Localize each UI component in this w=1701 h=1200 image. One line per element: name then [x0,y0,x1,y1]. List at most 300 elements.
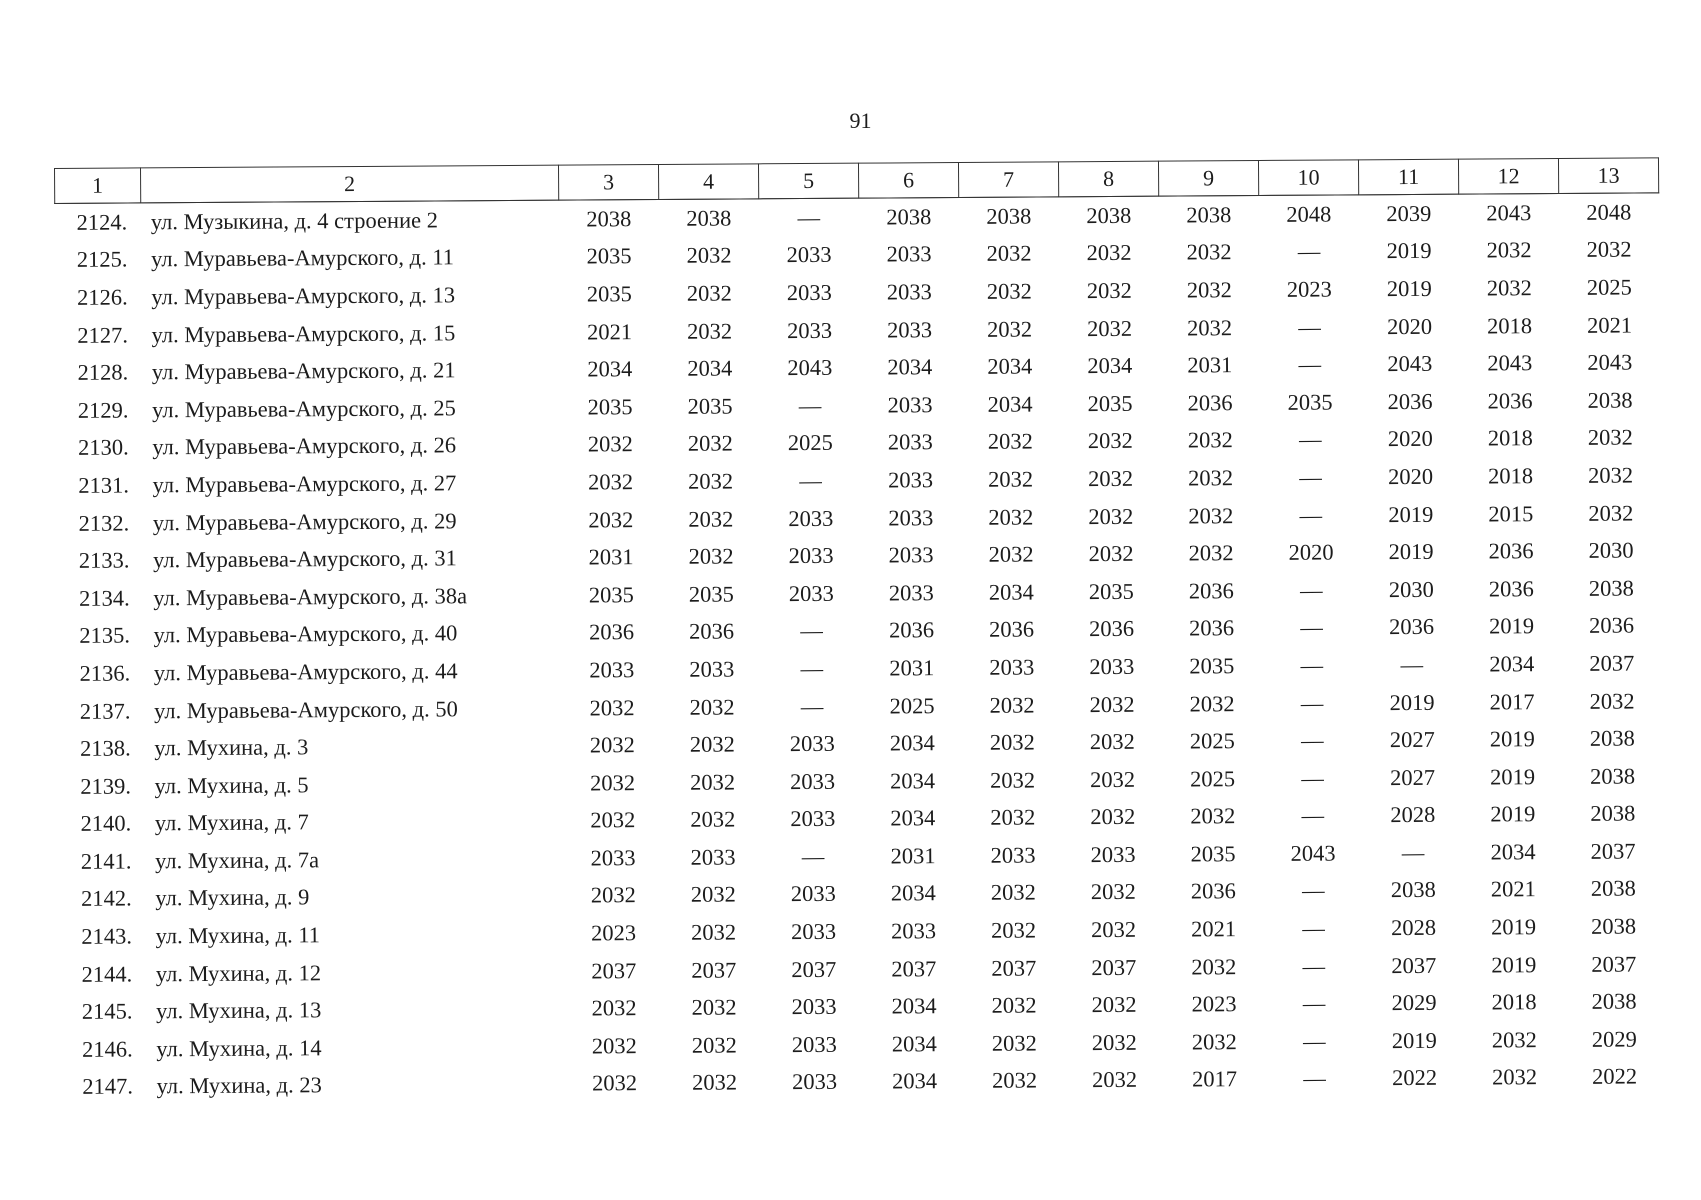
year-cell-col-10: — [1301,878,1325,904]
year-cell-col-3: 2032 [587,431,633,457]
year-cell-col-10: — [1302,1028,1326,1054]
year-cell-col-7: 2032 [989,767,1036,793]
address-cell: ул. Муравьева-Амурского, д. 44 [153,658,458,686]
year-cell-col-10: — [1301,802,1325,829]
year-cell-col-12: 2019 [1490,801,1536,827]
year-cell-col-6: 2025 [889,692,935,718]
address-cell: ул. Муравьева-Амурского, д. 29 [152,507,457,535]
year-cell-col-12: 2036 [1488,538,1534,564]
year-cell-col-12: 2032 [1491,1027,1537,1053]
year-cell-col-12: 2018 [1486,312,1533,339]
year-cell-col-8: 2033 [1090,841,1136,868]
row-number: 2141. [80,848,132,874]
address-cell: ул. Муравьева-Амурского, д. 38а [153,583,468,611]
year-cell-col-11: 2037 [1391,952,1437,978]
year-cell-col-13: 2038 [1588,575,1634,601]
year-cell-col-11: — [1400,651,1424,678]
year-cell-col-3: 2035 [587,393,633,420]
year-cell-col-5: — [799,467,822,494]
column-header-2: 2 [141,165,559,203]
year-cell-col-11: 2019 [1386,238,1432,264]
year-cell-col-7: 2032 [990,804,1036,831]
year-cell-col-5: 2033 [788,542,834,569]
year-cell-col-12: 2019 [1490,914,1537,940]
year-cell-col-3: 2032 [590,769,636,796]
year-cell-col-7: 2032 [991,1067,1038,1094]
year-cell-col-4: 2036 [689,618,735,645]
address-cell: ул. Муравьева-Амурского, д. 15 [151,319,456,347]
year-cell-col-8: 2034 [1087,353,1133,379]
year-cell-col-7: 2034 [987,391,1033,417]
year-cell-col-6: 2034 [891,1068,938,1094]
year-cell-col-12: 2019 [1488,613,1535,639]
year-cell-col-7: 2033 [989,654,1035,680]
year-cell-col-11: 2038 [1390,877,1436,903]
address-cell: ул. Муравьева-Амурского, д. 21 [151,357,456,385]
year-cell-col-9: 2021 [1190,916,1237,942]
year-cell-col-8: 2035 [1087,390,1133,416]
year-cell-col-12: 2018 [1487,463,1534,489]
year-cell-col-12: 2036 [1487,387,1533,414]
year-cell-col-10: 2048 [1286,201,1332,227]
year-cell-col-5: 2033 [790,806,836,832]
year-cell-col-8: 2032 [1089,728,1135,755]
year-cell-col-4: 2034 [687,355,733,381]
row-number: 2126. [76,284,128,310]
year-cell-col-13: 2038 [1590,876,1636,902]
year-cell-col-5: 2043 [787,355,833,381]
year-cell-col-13: 2038 [1590,913,1637,939]
year-cell-col-8: 2032 [1089,766,1136,792]
year-cell-col-12: 2019 [1489,763,1536,790]
year-cell-col-12: 2021 [1490,876,1536,902]
year-cell-col-8: 2035 [1088,578,1134,604]
row-number: 2127. [77,322,129,348]
address-cell: ул. Музыкина, д. 4 строение 2 [150,207,438,235]
year-cell-col-4: 2032 [688,506,734,532]
year-cell-col-12: 2043 [1486,200,1532,226]
year-cell-col-13: 2038 [1587,387,1633,413]
year-cell-col-6: 2033 [887,391,933,418]
year-cell-col-7: 2033 [990,842,1036,868]
year-cell-col-8: 2032 [1087,315,1133,341]
year-cell-col-7: 2032 [991,992,1037,1019]
year-cell-col-9: 2032 [1189,690,1235,716]
year-cell-col-7: 2032 [988,541,1034,567]
year-cell-col-4: 2033 [690,844,736,870]
year-cell-col-4: 2038 [686,205,732,231]
year-cell-col-5: — [800,655,824,681]
year-cell-col-3: 2032 [590,882,636,908]
year-cell-col-3: 2032 [590,807,636,833]
year-cell-col-6: 2033 [887,429,933,455]
year-cell-col-6: 2036 [889,617,935,643]
year-cell-col-7: 2032 [989,692,1035,718]
year-cell-col-9: 2032 [1188,502,1234,529]
year-cell-col-12: 2034 [1489,651,1535,677]
address-cell: ул. Мухина, д. 13 [156,997,322,1024]
address-cell: ул. Муравьева-Амурского, д. 31 [153,545,457,573]
row-number: 2137. [79,698,131,724]
year-cell-col-12: 2032 [1491,1064,1538,1090]
year-cell-col-8: 2032 [1091,992,1137,1018]
year-cell-col-7: 2032 [986,240,1032,267]
year-cell-col-13: 2032 [1588,500,1634,526]
year-cell-col-6: 2033 [888,467,934,493]
year-cell-col-11: 2020 [1387,463,1434,490]
year-cell-col-11: 2030 [1388,576,1434,602]
year-cell-col-5: — [800,693,824,719]
year-cell-col-10: 2023 [1286,276,1332,302]
column-header-12: 12 [1458,159,1558,195]
year-cell-col-6: 2034 [889,767,936,794]
year-cell-col-3: 2032 [589,694,635,720]
year-cell-col-13: 2025 [1586,274,1632,300]
year-cell-col-9: 2025 [1189,765,1236,792]
year-cell-col-3: 2036 [589,619,635,645]
column-header-7: 7 [958,162,1058,198]
year-cell-col-12: 2018 [1491,989,1537,1015]
year-cell-col-9: 2032 [1187,465,1234,491]
page-number: 91 [849,108,872,133]
year-cell-col-6: 2033 [890,918,937,944]
column-header-11: 11 [1358,159,1458,195]
year-cell-col-12: 2019 [1491,951,1537,978]
year-cell-col-5: — [801,843,825,869]
year-cell-col-5: 2033 [790,768,836,794]
year-cell-col-8: 2032 [1091,1067,1138,1093]
year-cell-col-12: 2015 [1488,500,1534,527]
year-cell-col-10: — [1302,953,1326,979]
year-cell-col-13: 2043 [1587,349,1633,376]
year-cell-col-11: 2027 [1389,764,1436,790]
row-number: 2135. [79,622,130,649]
year-cell-col-11: 2036 [1388,614,1435,640]
address-cell: ул. Муравьева-Амурского, д. 25 [152,395,456,423]
year-cell-col-7: 2032 [989,729,1035,755]
year-cell-col-10: 2035 [1287,389,1333,415]
year-cell-col-8: 2032 [1091,1029,1137,1055]
row-number: 2124. [76,209,128,235]
address-cell: ул. Муравьева-Амурского, д. 50 [154,695,458,723]
year-cell-col-11: 2039 [1386,200,1432,226]
year-cell-col-9: 2036 [1188,577,1234,604]
row-number: 2132. [78,510,130,536]
column-header-4: 4 [658,164,758,200]
year-cell-col-13: 2038 [1589,763,1636,789]
year-cell-col-11: 2028 [1390,802,1436,828]
address-cell: ул. Муравьева-Амурского, д. 27 [152,470,457,498]
year-cell-col-13: 2038 [1591,988,1637,1015]
year-cell-col-11: 2020 [1387,426,1433,452]
year-cell-col-7: 2032 [988,504,1034,530]
address-cell: ул. Мухина, д. 3 [154,734,309,761]
row-number: 2134. [78,585,130,611]
year-cell-col-3: 2033 [589,657,635,683]
year-cell-col-4: 2032 [690,806,736,833]
table-body [55,193,1665,1106]
year-cell-col-5: 2033 [788,580,834,606]
year-cell-col-10: — [1298,426,1322,453]
year-cell-col-10: — [1303,1066,1326,1092]
year-cell-col-10: — [1301,765,1324,791]
year-cell-col-9: 2031 [1187,352,1233,378]
year-cell-col-9: 2017 [1191,1066,1238,1092]
year-cell-col-13: 2032 [1586,236,1632,263]
year-cell-col-6: 2033 [888,579,934,606]
year-cell-col-4: 2032 [690,769,736,795]
year-cell-col-5: 2033 [786,279,832,306]
year-cell-col-6: 2033 [888,504,934,531]
year-cell-col-13: 2037 [1589,650,1635,676]
address-cell: ул. Мухина, д. 5 [154,772,309,799]
year-cell-col-8: 2037 [1091,954,1137,980]
year-cell-col-3: 2035 [586,243,632,269]
year-cell-col-3: 2035 [588,581,634,608]
year-cell-col-3: 2023 [591,920,637,946]
year-cell-col-12: 2036 [1488,575,1534,602]
year-cell-col-4: 2037 [691,957,737,983]
year-cell-col-9: 2036 [1187,389,1233,416]
row-number: 2129. [77,397,129,423]
year-cell-col-3: 2032 [591,995,637,1021]
year-cell-col-9: 2032 [1186,239,1232,265]
year-cell-col-8: 2032 [1088,503,1134,529]
column-header-10: 10 [1258,160,1358,196]
year-cell-col-11: 2029 [1391,990,1437,1016]
year-cell-col-13: 2036 [1588,612,1635,639]
address-cell: ул. Муравьева-Амурского, д. 13 [151,282,456,310]
year-cell-col-7: 2036 [988,616,1035,643]
year-cell-col-6: 2033 [888,542,934,568]
row-number: 2128. [77,359,129,386]
year-cell-col-10: 2020 [1288,539,1334,565]
year-cell-col-13: 2037 [1590,838,1636,864]
year-cell-col-6: 2034 [890,805,936,831]
year-cell-col-4: 2035 [687,393,733,419]
year-cell-col-9: 2035 [1190,841,1236,867]
year-cell-col-9: 2032 [1187,427,1233,453]
year-cell-col-10: — [1300,614,1323,641]
year-cell-col-6: 2033 [887,316,933,343]
year-cell-col-5: 2033 [788,505,834,531]
year-cell-col-8: 2032 [1086,277,1132,304]
year-cell-col-9: 2023 [1191,991,1237,1017]
year-cell-col-8: 2032 [1086,240,1132,266]
year-cell-col-4: 2032 [686,280,732,306]
year-cell-col-9: 2032 [1191,953,1237,980]
year-cell-col-3: 2032 [588,506,634,533]
year-cell-col-6: 2033 [886,279,932,305]
year-cell-col-5: 2033 [791,1031,837,1057]
address-cell: ул. Мухина, д. 14 [156,1035,322,1062]
year-cell-col-6: 2038 [886,203,932,230]
year-cell-col-4: 2032 [689,731,735,757]
year-cell-col-13: 2022 [1591,1063,1638,1090]
year-cell-col-4: 2032 [691,1032,737,1058]
year-cell-col-13: 2038 [1590,800,1636,827]
year-cell-col-13: 2032 [1587,424,1633,451]
year-cell-col-3: 2032 [588,469,634,495]
year-cell-col-4: 2032 [691,1069,738,1096]
year-cell-col-3: 2034 [587,356,633,382]
year-cell-col-6: 2034 [889,730,935,756]
year-cell-col-10: — [1299,577,1323,603]
year-cell-col-9: 2036 [1190,878,1236,904]
address-cell: ул. Муравьева-Амурского, д. 40 [153,620,458,648]
year-cell-col-11: 2022 [1391,1065,1438,1091]
year-cell-col-10: — [1302,990,1326,1017]
year-cell-col-8: 2036 [1088,616,1135,642]
year-cell-col-11: 2027 [1389,726,1435,753]
year-cell-col-11: — [1401,839,1425,865]
year-cell-col-4: 2032 [687,318,733,344]
year-cell-col-5: 2033 [790,881,836,907]
year-cell-col-7: 2032 [990,879,1036,906]
row-number: 2130. [77,434,129,461]
year-cell-col-8: 2032 [1087,465,1134,492]
column-header-8: 8 [1058,161,1158,197]
year-cell-col-7: 2032 [990,917,1037,943]
year-cell-col-3: 2031 [588,544,634,570]
year-cell-col-5: 2033 [790,918,837,945]
year-cell-col-9: 2036 [1188,615,1235,641]
column-header-5: 5 [758,163,858,199]
year-cell-col-8: 2033 [1089,653,1135,680]
year-cell-col-13: 2030 [1588,537,1634,563]
year-cell-col-3: 2033 [590,845,636,871]
year-cell-col-8: 2032 [1088,540,1134,567]
year-cell-col-11: 2019 [1389,689,1435,715]
year-cell-col-5: — [798,392,822,418]
year-cell-col-11: 2036 [1387,388,1433,414]
year-cell-col-8: 2032 [1090,879,1136,905]
year-cell-col-6: 2031 [890,843,936,869]
year-cell-col-5: 2037 [791,956,837,982]
year-cell-col-9: 2035 [1189,653,1235,679]
row-number: 2143. [81,923,132,949]
year-cell-col-13: 2032 [1587,462,1634,488]
year-cell-col-9: 2038 [1186,201,1232,228]
year-cell-col-7: 2032 [987,428,1033,455]
column-header-9: 9 [1158,161,1258,197]
row-number: 2145. [81,998,133,1025]
year-cell-col-4: 2032 [688,468,734,494]
row-number: 2138. [79,735,131,761]
year-cell-col-13: 2021 [1586,312,1633,338]
year-cell-col-9: 2025 [1189,728,1235,754]
year-cell-col-11: 2043 [1387,351,1433,377]
year-cell-col-11: 2019 [1388,538,1434,565]
year-cell-col-10: — [1300,727,1324,753]
year-cell-col-11: 2028 [1390,914,1437,941]
year-cell-col-3: 2032 [592,1070,638,1096]
column-header-3: 3 [558,164,658,200]
address-cell: ул. Мухина, д. 9 [155,884,310,911]
row-number: 2133. [78,547,130,573]
year-cell-col-10: — [1299,464,1322,490]
year-cell-col-8: 2032 [1090,804,1136,830]
year-cell-col-7: 2038 [986,203,1032,229]
year-cell-col-5: 2033 [791,994,837,1020]
year-cell-col-12: 2032 [1486,275,1532,301]
year-cell-col-13: 2032 [1589,688,1635,714]
year-cell-col-6: 2034 [891,993,937,1019]
year-cell-col-9: 2032 [1186,277,1232,303]
year-cell-col-4: 2032 [691,919,737,945]
year-cell-col-3: 2037 [591,957,637,984]
year-cell-col-5: 2033 [791,1069,838,1095]
year-cell-col-6: 2037 [891,955,937,982]
year-cell-col-3: 2035 [586,281,632,307]
row-number: 2140. [80,810,132,837]
year-cell-col-8: 2038 [1086,202,1132,228]
year-cell-col-7: 2034 [988,579,1034,605]
column-header-6: 6 [858,163,958,199]
row-number: 2131. [78,472,129,498]
year-cell-col-4: 2032 [690,881,736,908]
year-cell-col-5: 2025 [787,430,833,456]
year-cell-col-6: 2034 [891,1031,937,1057]
year-cell-col-9: 2032 [1188,540,1234,566]
year-cell-col-13: 2048 [1586,199,1632,225]
year-cell-col-4: 2032 [691,994,737,1021]
year-cell-col-12: 2034 [1490,839,1536,865]
year-cell-col-9: 2032 [1191,1029,1237,1055]
year-cell-col-12: 2018 [1487,425,1533,451]
year-cell-col-8: 2032 [1089,691,1135,717]
column-header-13: 13 [1558,158,1658,194]
year-cell-col-4: 2032 [686,242,732,269]
year-cell-col-3: 2032 [591,1033,637,1059]
year-cell-col-12: 2017 [1489,688,1535,715]
year-cell-col-3: 2038 [586,205,632,232]
year-cell-col-10: — [1300,690,1324,716]
row-number: 2125. [76,246,128,273]
year-cell-col-6: 2034 [890,880,936,906]
year-cell-col-10: — [1299,502,1323,528]
year-cell-col-7: 2032 [987,316,1033,342]
year-cell-col-13: 2037 [1591,951,1637,977]
year-cell-col-5: 2033 [789,730,835,757]
year-cell-col-13: 2038 [1589,725,1635,751]
address-cell: ул. Муравьева-Амурского, д. 11 [151,244,455,272]
year-cell-col-10: — [1300,652,1324,678]
year-cell-col-7: 2037 [991,955,1037,981]
year-cell-col-10: 2043 [1290,840,1336,866]
year-cell-col-6: 2034 [887,354,933,380]
year-cell-col-11: 2019 [1386,275,1432,302]
column-header-1: 1 [55,168,141,204]
year-cell-col-5: 2033 [786,242,832,268]
year-cell-col-8: 2032 [1090,916,1137,943]
year-cell-col-10: — [1298,314,1321,340]
year-cell-col-12: 2032 [1486,237,1532,263]
address-cell: ул. Мухина, д. 23 [156,1072,322,1099]
year-cell-col-7: 2034 [987,353,1033,379]
year-cell-col-5: 2033 [787,317,833,343]
year-cell-col-5: — [800,618,823,644]
year-cell-col-4: 2033 [689,656,735,682]
address-cell: ул. Муравьева-Амурского, д. 26 [152,432,457,460]
year-cell-col-7: 2032 [988,466,1034,492]
year-cell-col-6: 2033 [886,241,932,267]
year-cell-col-10: — [1298,351,1322,377]
row-number: 2136. [79,660,131,686]
address-cell: ул. Мухина, д. 11 [155,922,321,949]
year-cell-col-6: 2031 [889,655,935,681]
year-cell-col-4: 2032 [687,430,733,457]
